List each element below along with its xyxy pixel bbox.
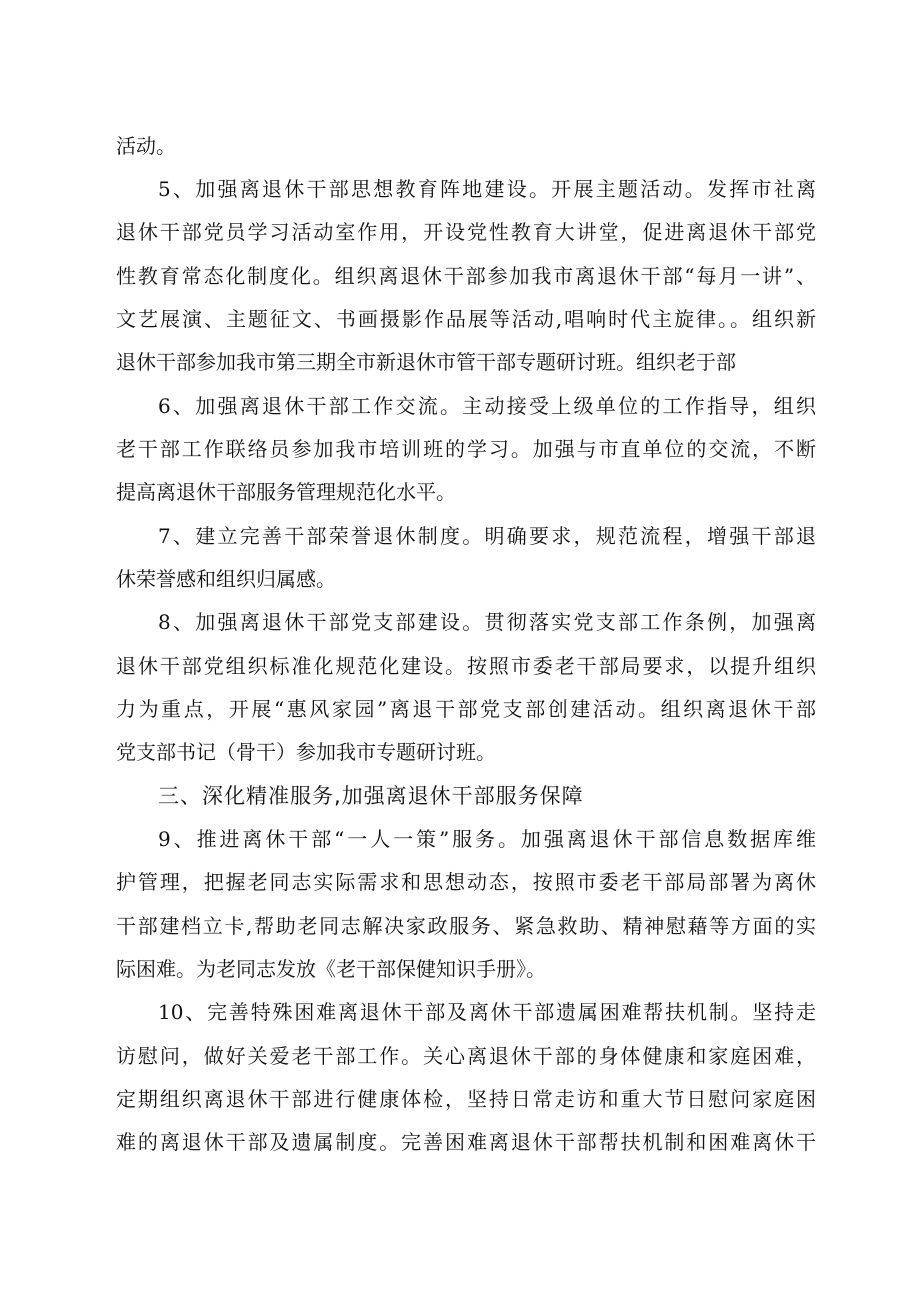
paragraph-5-line: 退休干部参加我市第三期全市新退休市管干部专题研讨班。组织老于部 <box>116 350 736 374</box>
paragraph-8-line: 力为重点，开展“惠风家园”离退干部党支部创建活动。组织离退休干部 <box>116 697 816 721</box>
paragraph-10-line: 访慰问，做好关爱老干部工作。关心离退休干部的身体健康和家庭困难， <box>116 1044 816 1068</box>
paragraph-5-line: 退休干部党员学习活动室作用，开设党性教育大讲堂，促进离退休干部党 <box>116 220 816 244</box>
paragraph-8-line: 8、加强离退休干部党支部建设。贯彻落实党支部工作条例，加强离 <box>158 610 816 634</box>
paragraph-9-line: 护管理，把握老同志实际需求和思想动态，按照市委老干部局部署为离休 <box>116 870 816 894</box>
section-heading: 三、深化精准服务,加强离退休干部服务保障 <box>158 784 584 808</box>
paragraph-10-line: 难的离退休干部及遗属制度。完善困难离退休干部帮扶机制和困难离休干 <box>116 1130 816 1154</box>
paragraph-5-line: 5、加强离退休干部思想教育阵地建设。开展主题活动。发挥市社离 <box>158 177 816 201</box>
paragraph-6-line: 老干部工作联络员参加我市培训班的学习。加强与市直单位的交流，不断 <box>116 437 816 461</box>
paragraph-6-line: 提高离退休干部服务管理规范化水平。 <box>116 480 456 504</box>
paragraph-10-line: 定期组织离退休干部进行健康体检，坚持日常走访和重大节日慰问家庭困 <box>116 1087 816 1111</box>
paragraph-5-line: 性教育常态化制度化。组织离退休干部参加我市离退休干部“每月一讲”、 <box>116 264 816 288</box>
paragraph-6-line: 6、加强离退休干部工作交流。主动接受上级单位的工作指导，组织 <box>158 394 816 418</box>
paragraph-7-line: 休荣誉感和组织归属感。 <box>116 567 336 591</box>
text-line: 活动。 <box>116 134 176 158</box>
paragraph-8-line: 退休干部党组织标准化规范化建设。按照市委老干部局要求，以提升组织 <box>116 654 816 678</box>
paragraph-7-line: 7、建立完善干部荣誉退休制度。明确要求，规范流程，增强干部退 <box>158 524 816 548</box>
paragraph-9-line: 干部建档立卡,帮助老同志解决家政服务、紧急救助、精神慰藉等方面的实 <box>116 914 816 938</box>
paragraph-10-line: 10、完善特殊困难离退休干部及离休干部遗属困难帮扶机制。坚持走 <box>158 1000 816 1024</box>
paragraph-9-line: 9、推进离休干部“一人一策”服务。加强离退休干部信息数据库维 <box>158 827 816 851</box>
paragraph-9-line: 际困难。为老同志发放《老干部保健知识手册》。 <box>116 957 546 981</box>
paragraph-8-line: 党支部书记（骨干）参加我市专题研讨班。 <box>116 740 496 764</box>
paragraph-5-line: 文艺展演、主题征文、书画摄影作品展等活动,唱响时代主旋律。。组织新 <box>116 307 816 331</box>
